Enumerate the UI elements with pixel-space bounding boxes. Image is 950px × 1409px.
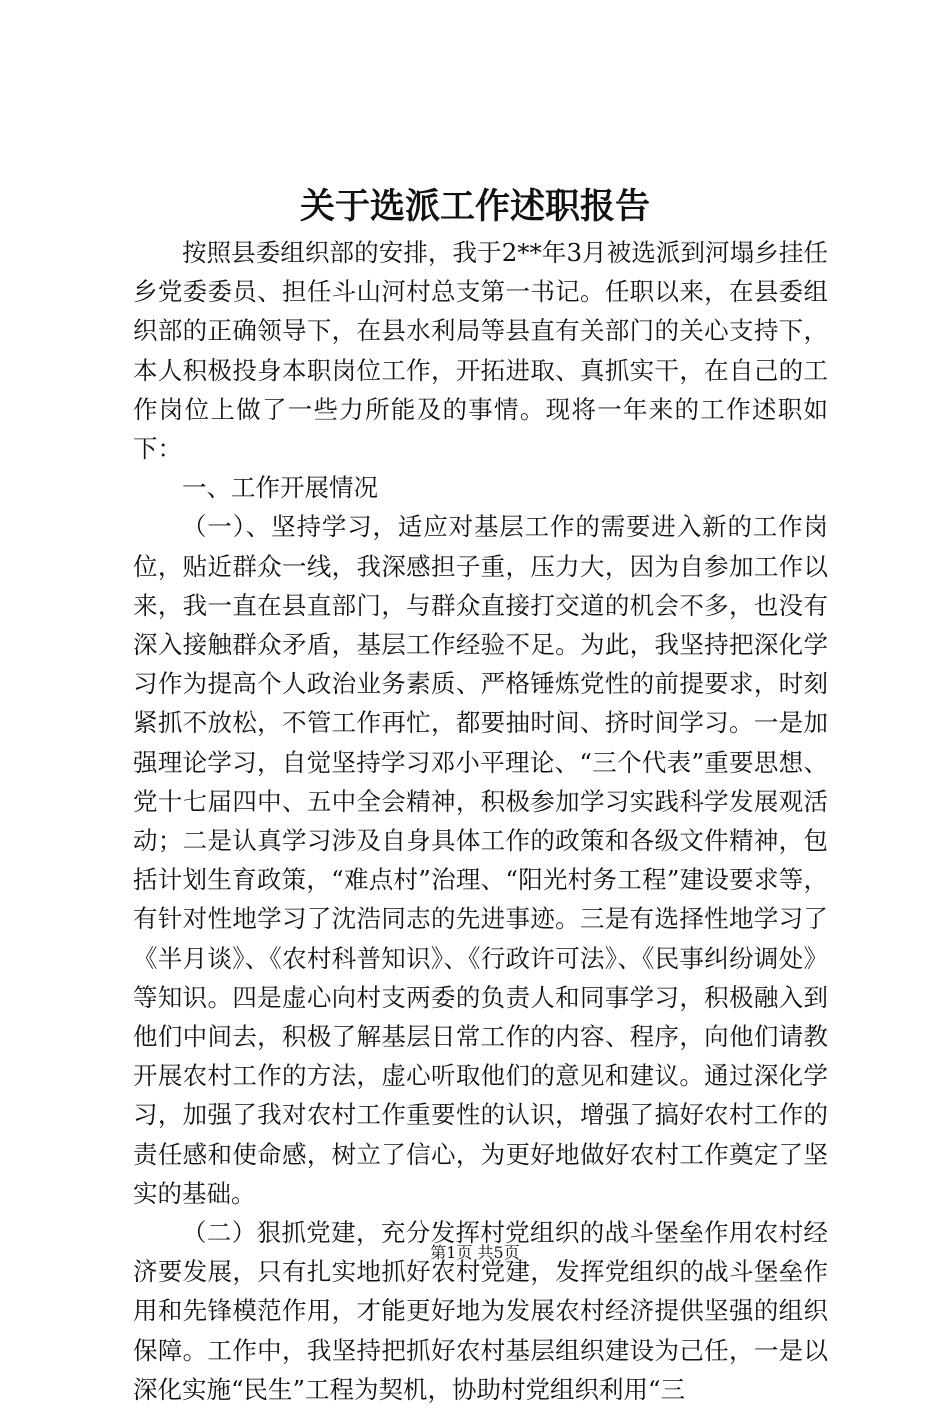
document-title: 关于选派工作述职报告	[299, 186, 650, 227]
paragraph-party-building: （二）狠抓党建，充分发挥村党组织的战斗堡垒作用农村经济要发展，只有扎实地抓好农村党建，发挥党组织的战斗堡垒作用和先锋模范作用，才能更好地为发展农村经济提供坚强的组织保障。工作中，我坚持把抓好农村基层组织建设为己任，一是以深化实施“民生”工程为契机，协助村党组织利用“三	[133, 1218, 828, 1404]
document-body	[133, 233, 828, 1409]
paragraph-study: （一）、坚持学习，适应对基层工作的需要进入新的工作岗位，贴近群众一线，我深感担子重，压力大，因为自参加工作以来，我一直在县直部门，与群众直接打交道的机会不多，也没有深入接触群众矛盾，基层工作经验不足。为此，我坚持把深化学习作为提高个人政治业务素质、严格锤炼党性的前提要求，时刻紧抓不放松，不管工作再忙，都要抽时间、挤时间学习。一是加强理论学习，自觉坚持学习邓小平理论、“三个代表”重要思想、党十七届四中、五中全会精神，积极参加学习实践科学发展观活动；二是认真学习涉及自身具体工作的政策和各级文件精神，包括计划生育政策，“难点村”治理、“阳光村务工程”建设要求等，有针对性地学习了沈浩同志的先进事迹。三是有选择性地学习了《半月谈》、《农村科普知识》、《行政许可法》、《民事纠纷调处》等知识。四是虚心向村支两委的负责人和同事学习，积极融入到他们中间去，积极了解基层日常工作的内容、程序，向他们请教开展农村工作的方法，虚心听取他们的意见和建议。通过深化学习，加强了我对农村工作重要性的认识，增强了搞好农村工作的责任感和使命感，树立了信心，为更好地做好农村工作奠定了坚实的基础。	[133, 512, 828, 1208]
paragraph-intro: 按照县委组织部的安排，我于2**年3月被选派到河塌乡挂任乡党委委员、担任斗山河村总支第一书记。任职以来，在县委组织部的正确领导下，在县水利局等县直有关部门的关心支持下，本人积极投身本职岗位工作，开拓进取、真抓实干，在自己的工作岗位上做了一些力所能及的事情。现将一年来的工作述职如下：	[133, 238, 828, 464]
page-footer: 第1页 共5页	[430, 1243, 520, 1262]
section-heading: 一、工作开展情况	[182, 473, 378, 503]
